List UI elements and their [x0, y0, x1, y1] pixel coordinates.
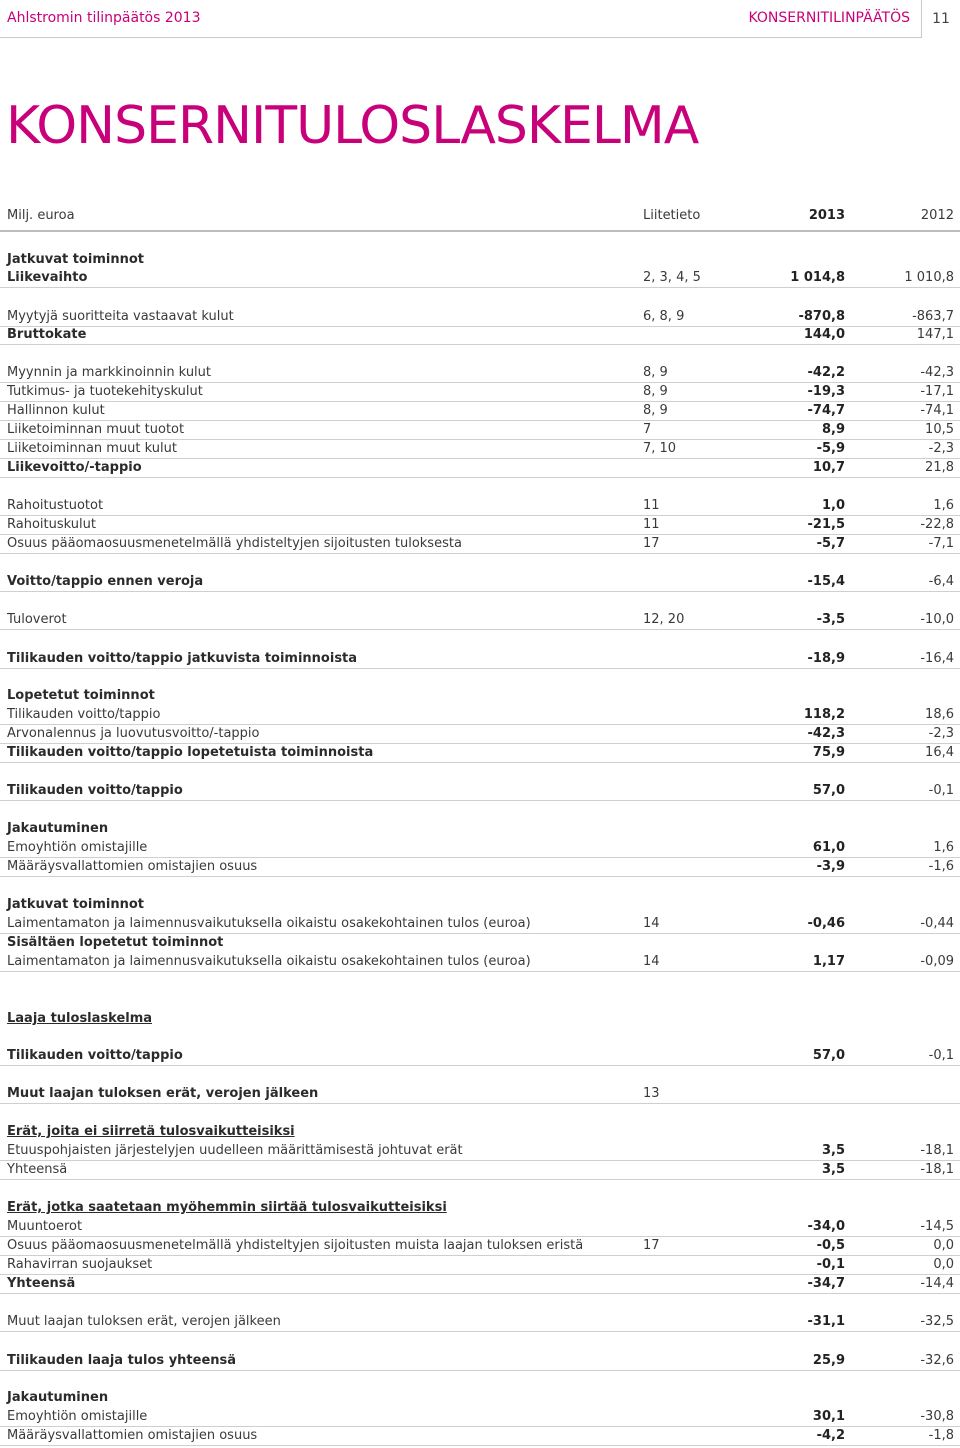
row-divider: [0, 344, 960, 345]
row-value-2013: -34,0: [807, 1219, 845, 1234]
row-note: 8, 9: [643, 403, 668, 418]
row-value-2012: -1,8: [928, 1428, 954, 1443]
column-header-label: Milj. euroa: [7, 208, 75, 223]
row-label: Hallinnon kulut: [7, 403, 105, 418]
row-label: Lopetetut toiminnot: [7, 688, 155, 703]
table-row: [0, 1236, 960, 1255]
row-divider: [0, 1103, 960, 1104]
row-label: Sisältäen lopetetut toiminnot: [7, 935, 224, 950]
row-value-2012: -1,6: [928, 859, 954, 874]
table-row: [0, 1351, 960, 1370]
row-value-2013: 1,17: [812, 954, 845, 969]
row-divider: [0, 1331, 960, 1332]
row-value-2013: -42,2: [807, 365, 845, 380]
row-value-2013: -5,7: [816, 536, 845, 551]
row-value-2012: -16,4: [920, 651, 954, 666]
row-value-2012: -74,1: [920, 403, 954, 418]
row-label: Yhteensä: [7, 1276, 76, 1291]
row-divider: [0, 591, 960, 592]
row-label: Liiketoiminnan muut tuotot: [7, 422, 185, 437]
row-value-2013: -42,3: [807, 726, 845, 741]
row-note: 12, 20: [643, 612, 685, 627]
page-number: 11: [921, 0, 960, 38]
table-row: [0, 1388, 960, 1407]
table-row: [0, 933, 960, 952]
row-label: Jatkuvat toiminnot: [7, 252, 144, 267]
table-row: [0, 1217, 960, 1236]
row-value-2012: -14,4: [920, 1276, 954, 1291]
row-label: Tutkimus- ja tuotekehityskulut: [7, 384, 203, 399]
table-row: [0, 363, 960, 382]
row-label: Myytyjä suoritteita vastaavat kulut: [7, 309, 234, 324]
row-value-2013: -5,9: [816, 441, 845, 456]
table-row: [0, 819, 960, 838]
row-divider: [0, 553, 960, 554]
table-row: [0, 857, 960, 876]
row-value-2013: -3,9: [816, 859, 845, 874]
row-label: Muut laajan tuloksen erät, verojen jälkeen: [7, 1314, 281, 1329]
row-label: Liiketoiminnan muut kulut: [7, 441, 177, 456]
row-label: Liikevaihto: [7, 270, 88, 285]
row-label: Laimentamaton ja laimennusvaikutuksella oikaistu osakekohtainen tulos (euroa): [7, 954, 531, 969]
column-header-2013: 2013: [808, 208, 845, 223]
row-note: 8, 9: [643, 365, 668, 380]
row-label: Rahoituskulut: [7, 517, 96, 532]
table-row: [0, 307, 960, 326]
row-label: Laimentamaton ja laimennusvaikutuksella oikaistu osakekohtainen tulos (euroa): [7, 916, 531, 931]
row-divider: [0, 629, 960, 630]
row-value-2013: 3,5: [821, 1143, 845, 1158]
table-row: [0, 838, 960, 857]
column-header-note: Liitetieto: [643, 208, 701, 223]
row-divider: [0, 971, 960, 972]
row-note: 2, 3, 4, 5: [643, 270, 701, 285]
table-row: [0, 743, 960, 762]
row-note: 11: [643, 498, 660, 513]
row-divider: [0, 477, 960, 478]
row-value-2013: 1 014,8: [790, 270, 845, 285]
table-row: [0, 496, 960, 515]
row-divider: [0, 668, 960, 669]
row-note: 17: [643, 536, 660, 551]
table-row: [0, 952, 960, 971]
row-label: Tilikauden laaja tulos yhteensä: [7, 1353, 237, 1368]
page-title: KONSERNITULOSLASKELMA: [6, 96, 699, 156]
table-row: [0, 1255, 960, 1274]
row-value-2012: 147,1: [916, 327, 954, 342]
table-row: [0, 610, 960, 629]
row-label: Liikevoitto/-tappio: [7, 460, 142, 475]
row-value-2013: 61,0: [812, 840, 845, 855]
table-row: [0, 1046, 960, 1065]
table-row: [0, 895, 960, 914]
table-row: [0, 1122, 960, 1141]
table-row: [0, 325, 960, 344]
table-row: [0, 705, 960, 724]
row-label: Arvonalennus ja luovutusvoitto/-tappio: [7, 726, 260, 741]
row-value-2012: -10,0: [920, 612, 954, 627]
row-label: Muut laajan tuloksen erät, verojen jälkeen: [7, 1086, 319, 1101]
row-value-2012: -2,3: [928, 726, 954, 741]
row-divider: [0, 1293, 960, 1294]
row-value-2012: -2,3: [928, 441, 954, 456]
row-label: Jatkuvat toiminnot: [7, 897, 144, 912]
row-label: Tilikauden voitto/tappio: [7, 1048, 183, 1063]
table-row: [0, 724, 960, 743]
row-label: Tilikauden voitto/tappio lopetetuista toiminnoista: [7, 745, 374, 760]
row-note: 17: [643, 1238, 660, 1253]
row-value-2013: 3,5: [821, 1162, 845, 1177]
table-row: [0, 268, 960, 287]
table-row: [0, 1198, 960, 1217]
row-note: 14: [643, 954, 660, 969]
row-value-2012: 1 010,8: [904, 270, 954, 285]
row-value-2013: -15,4: [807, 574, 845, 589]
row-value-2012: -17,1: [920, 384, 954, 399]
row-divider: [0, 287, 960, 288]
row-value-2012: -6,4: [928, 574, 954, 589]
row-value-2013: -74,7: [807, 403, 845, 418]
row-label: Myynnin ja markkinoinnin kulut: [7, 365, 212, 380]
row-value-2013: 30,1: [812, 1409, 845, 1424]
table-row: [0, 1160, 960, 1179]
row-value-2013: 25,9: [812, 1353, 845, 1368]
row-label: Bruttokate: [7, 327, 87, 342]
row-value-2012: 1,6: [933, 498, 954, 513]
row-note: 6, 8, 9: [643, 309, 685, 324]
row-label: Emoyhtiön omistajille: [7, 840, 148, 855]
row-divider: [0, 1370, 960, 1371]
table-row: [0, 1141, 960, 1160]
table-row: [0, 420, 960, 439]
table-row: [0, 1312, 960, 1331]
row-label: Etuuspohjaisten järjestelyjen uudelleen määrittämisestä johtuvat erät: [7, 1143, 463, 1158]
row-value-2013: 118,2: [803, 707, 845, 722]
row-label: Erät, jotka saatetaan myöhemmin siirtää tulosvaikutteisiksi: [7, 1200, 447, 1215]
table-row: [0, 686, 960, 705]
row-value-2013: -21,5: [807, 517, 845, 532]
table-row: [0, 1407, 960, 1426]
row-label: Yhteensä: [7, 1162, 68, 1177]
row-label: Jakautuminen: [7, 1390, 109, 1405]
table-row: [0, 458, 960, 477]
row-value-2012: -14,5: [920, 1219, 954, 1234]
row-value-2012: 18,6: [925, 707, 954, 722]
row-value-2013: 144,0: [803, 327, 845, 342]
row-divider: [0, 762, 960, 763]
row-value-2012: -18,1: [920, 1143, 954, 1158]
row-value-2012: -22,8: [920, 517, 954, 532]
row-value-2013: -870,8: [798, 309, 845, 324]
row-divider: [0, 1445, 960, 1446]
row-note: 11: [643, 517, 660, 532]
row-value-2012: 0,0: [933, 1238, 954, 1253]
report-title: Ahlstromin tilinpäätös 2013: [7, 10, 201, 26]
row-value-2013: 57,0: [812, 783, 845, 798]
row-divider: [0, 1065, 960, 1066]
row-value-2012: 1,6: [933, 840, 954, 855]
row-note: 14: [643, 916, 660, 931]
row-label: Määräysvallattomien omistajien osuus: [7, 859, 258, 874]
row-value-2013: -0,1: [816, 1257, 845, 1272]
row-note: 7: [643, 422, 652, 437]
row-value-2013: -3,5: [816, 612, 845, 627]
row-note: 7, 10: [643, 441, 677, 456]
row-value-2012: -7,1: [928, 536, 954, 551]
row-value-2013: 1,0: [821, 498, 845, 513]
row-value-2012: -30,8: [920, 1409, 954, 1424]
row-label: Tuloverot: [7, 612, 67, 627]
row-value-2013: -31,1: [807, 1314, 845, 1329]
table-row: [0, 439, 960, 458]
row-value-2012: 0,0: [933, 1257, 954, 1272]
row-value-2013: 75,9: [812, 745, 845, 760]
row-label: Erät, joita ei siirretä tulosvaikutteisiksi: [7, 1124, 295, 1139]
row-value-2012: -0,44: [920, 916, 954, 931]
row-label: Jakautuminen: [7, 821, 109, 836]
row-value-2012: 10,5: [925, 422, 954, 437]
table-row: [0, 382, 960, 401]
row-value-2012: -42,3: [920, 365, 954, 380]
row-label: Osuus pääomaosuusmenetelmällä yhdisteltyjen sijoitusten muista laajan tuloksen eristä: [7, 1238, 584, 1253]
row-value-2012: -32,6: [920, 1353, 954, 1368]
row-divider: [0, 876, 960, 877]
table-row: [0, 401, 960, 420]
table-row: [0, 1426, 960, 1445]
section-title: KONSERNITILINPÄÄTÖS: [748, 10, 910, 26]
row-value-2013: 8,9: [821, 422, 845, 437]
table-row: [0, 1084, 960, 1103]
table-row: [0, 572, 960, 591]
row-value-2012: -32,5: [920, 1314, 954, 1329]
row-label: Voitto/tappio ennen veroja: [7, 574, 204, 589]
row-value-2013: -19,3: [807, 384, 845, 399]
row-divider: [0, 1179, 960, 1180]
row-value-2013: -18,9: [807, 651, 845, 666]
row-value-2013: -0,46: [807, 916, 845, 931]
row-note: 13: [643, 1086, 660, 1101]
table-row: [0, 914, 960, 933]
row-label: Rahoitustuotot: [7, 498, 104, 513]
row-divider: [0, 800, 960, 801]
row-value-2013: -34,7: [807, 1276, 845, 1291]
row-label: Osuus pääomaosuusmenetelmällä yhdisteltyjen sijoitusten tuloksesta: [7, 536, 462, 551]
row-value-2013: -0,5: [816, 1238, 845, 1253]
table-row: [0, 1009, 960, 1028]
row-value-2012: 21,8: [925, 460, 954, 475]
table-row: [0, 250, 960, 269]
table-row: [0, 515, 960, 534]
row-label: Tilikauden voitto/tappio: [7, 707, 161, 722]
row-value-2013: -4,2: [816, 1428, 845, 1443]
row-value-2013: 10,7: [812, 460, 845, 475]
row-label: Muuntoerot: [7, 1219, 83, 1234]
row-label: Määräysvallattomien omistajien osuus: [7, 1428, 258, 1443]
row-label: Rahavirran suojaukset: [7, 1257, 153, 1272]
row-note: 8, 9: [643, 384, 668, 399]
row-label: Laaja tuloslaskelma: [7, 1011, 153, 1026]
row-value-2013: 57,0: [812, 1048, 845, 1063]
row-value-2012: -0,1: [928, 1048, 954, 1063]
table-row: [0, 781, 960, 800]
row-value-2012: -0,1: [928, 783, 954, 798]
column-header-2012: 2012: [920, 208, 954, 223]
table-row: [0, 649, 960, 668]
row-value-2012: -0,09: [920, 954, 954, 969]
table-row: [0, 534, 960, 553]
row-value-2012: -863,7: [912, 309, 954, 324]
table-row: [0, 1274, 960, 1293]
row-value-2012: 16,4: [925, 745, 954, 760]
row-label: Tilikauden voitto/tappio: [7, 783, 183, 798]
row-label: Emoyhtiön omistajille: [7, 1409, 148, 1424]
row-label: Tilikauden voitto/tappio jatkuvista toiminnoista: [7, 651, 358, 666]
row-value-2012: -18,1: [920, 1162, 954, 1177]
